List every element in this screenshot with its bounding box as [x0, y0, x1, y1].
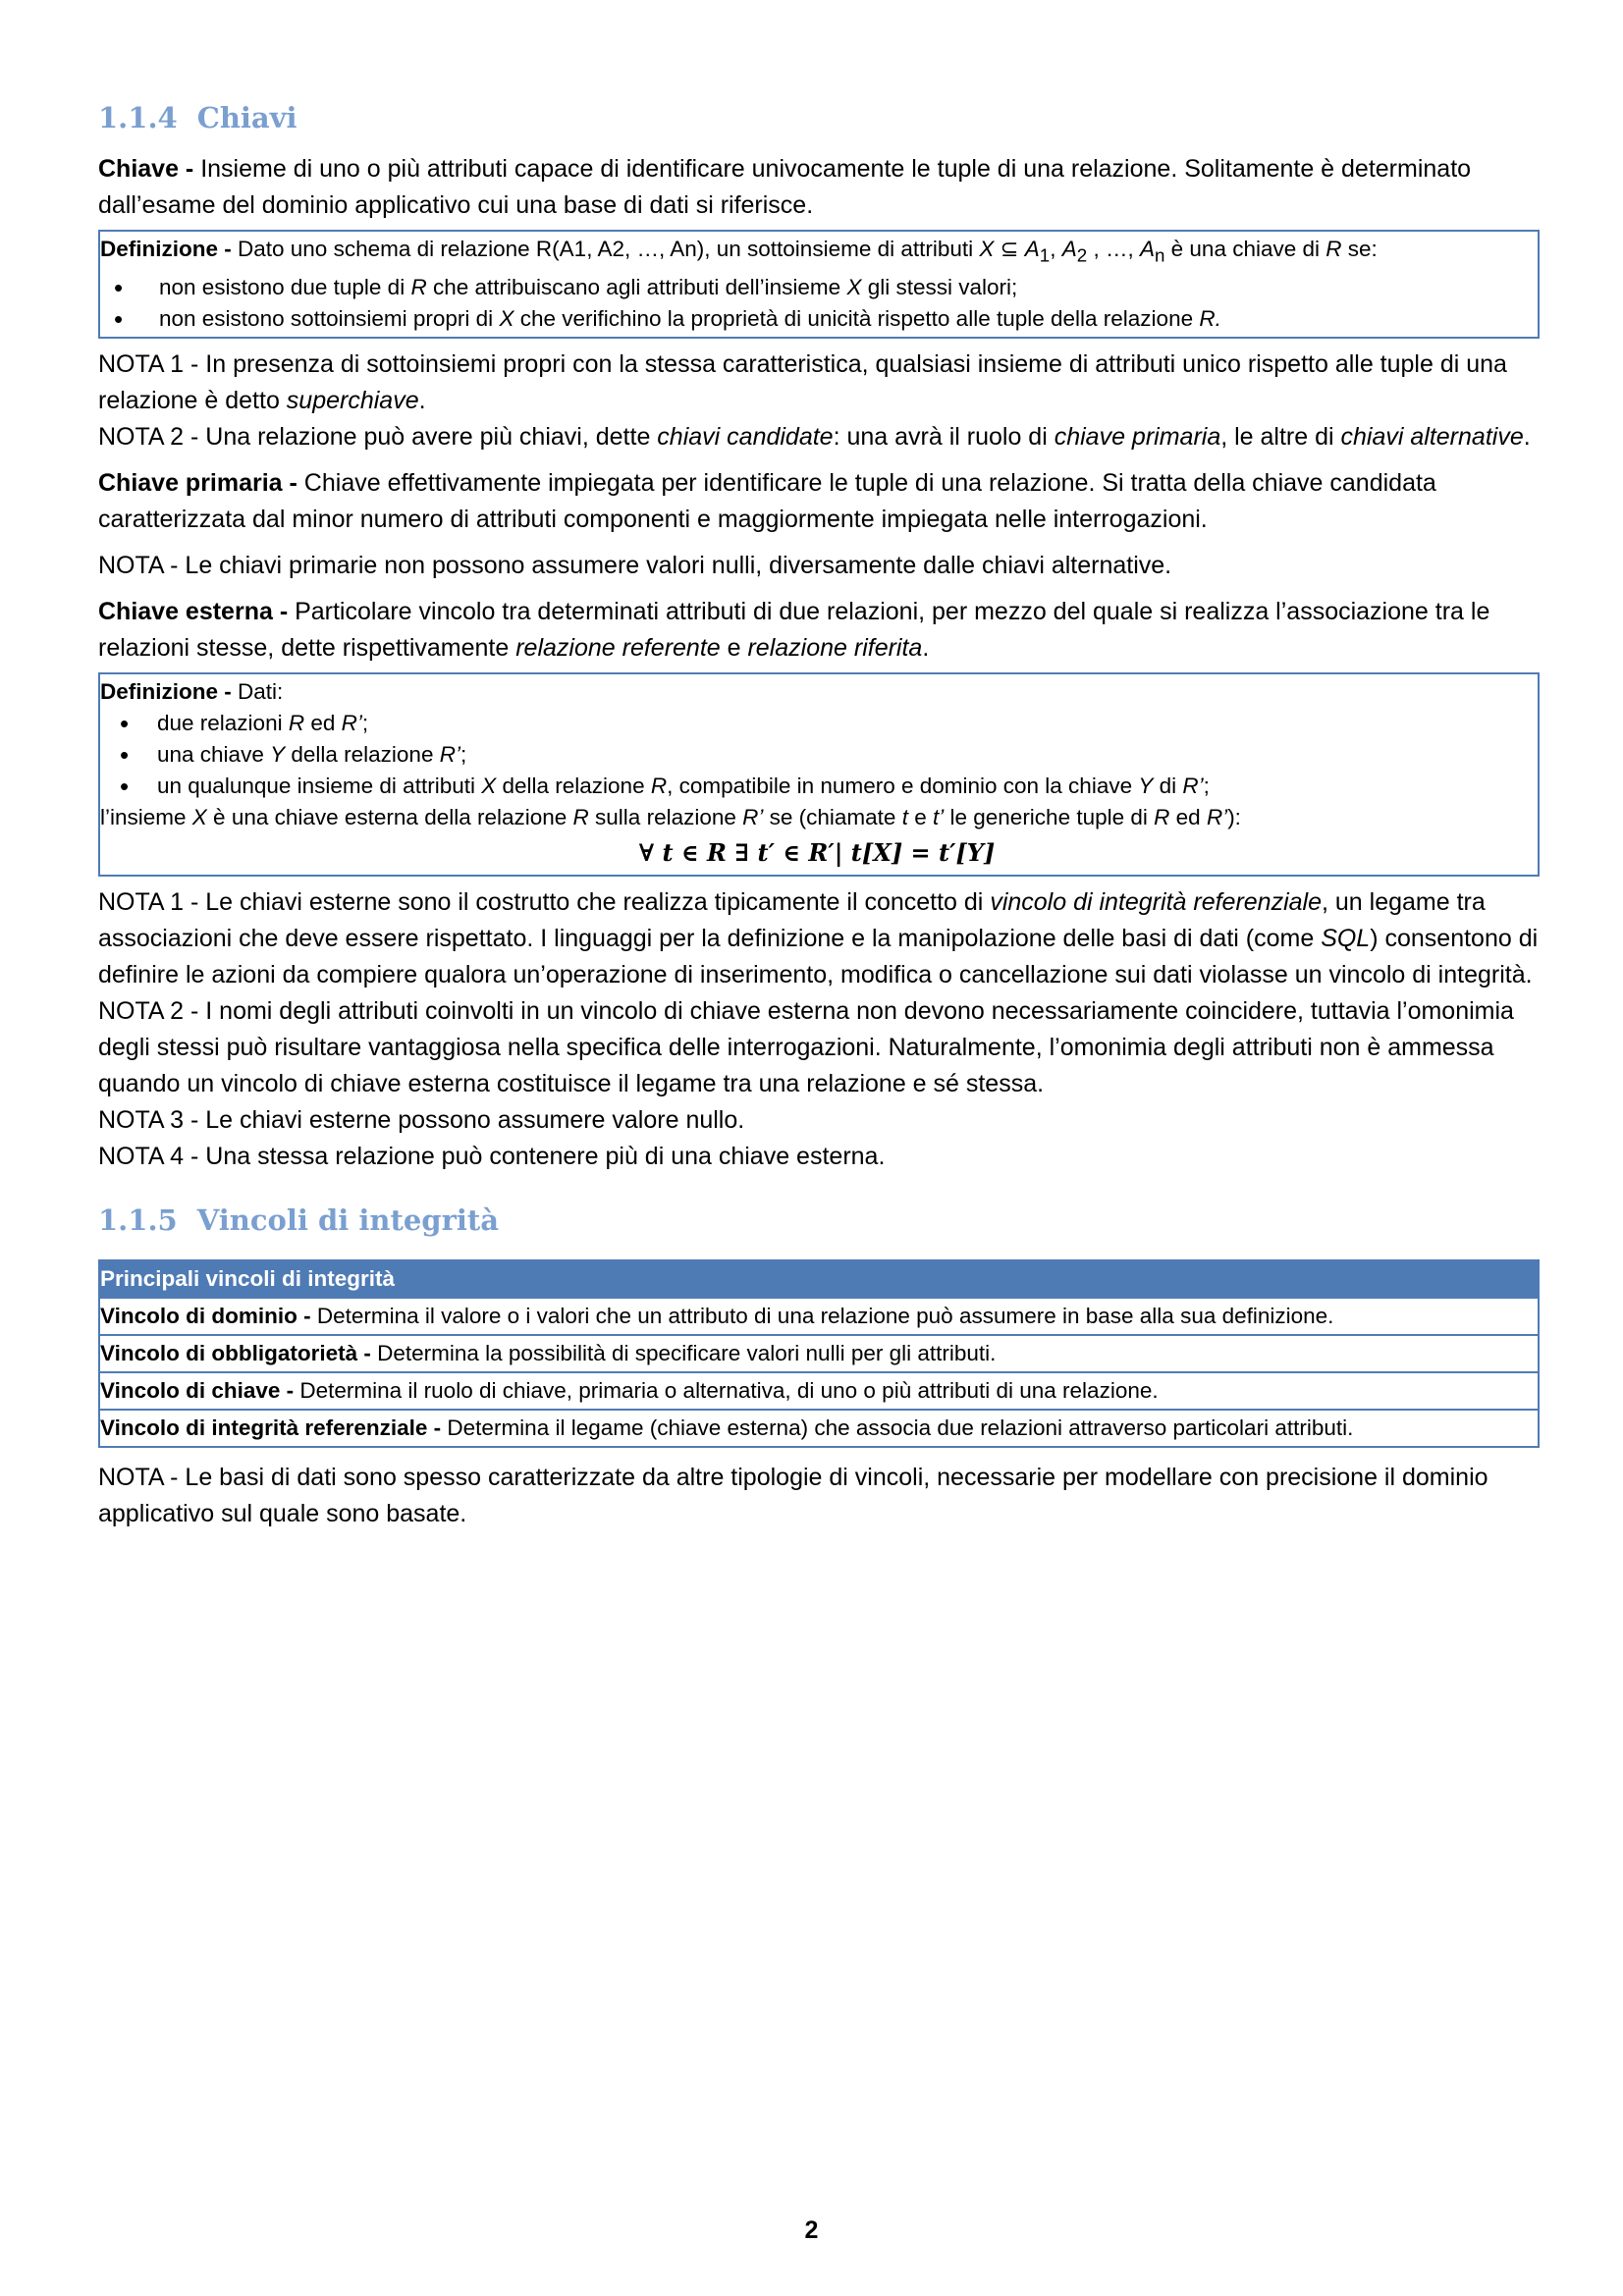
table-row: Vincolo di integrità referenziale - Determina il legame (chiave esterna) che associa due relazioni attraverso particolari attributi.: [99, 1410, 1539, 1447]
paragraph-chiave-primaria: Chiave primaria - Chiave effettivamente impiegata per identificare le tuple di una relazione. Si tratta della chiave candidata caratterizzata dal minor numero di attributi componenti e maggiormente impiegata nelle interrogazioni.: [98, 468, 1436, 533]
table-row: Vincolo di dominio - Determina il valore o i valori che un attributo di una relazione può assumere in base alla sua definizione.: [99, 1298, 1539, 1335]
definition-box-chiave-esterna: Definizione - Dati: • due relazioni R ed R’; • una chiave Y della relazione R’; • un qualunque insieme di attributi X della relazione R, compatibile in numero e dominio con la chiave Y di R’; l’insieme X è una chiave esterna della relazione R sulla relazione R’ se (chiamate t e t’ le generiche tuple di R ed R’): ∀ t ∈ R ∃ t′ ∈ R′| t[X] = t′[Y]: [98, 672, 1540, 877]
formula-foreign-key: ∀ t ∈ R ∃ t′ ∈ R′| t[X] = t′[Y]: [638, 837, 996, 867]
document-page: [98, 98, 1540, 1532]
nota-valore-nullo: NOTA 3 - Le chiavi esterne possono assumere valore nullo.: [98, 1105, 745, 1134]
nota-integrita-referenziale: NOTA 1 - Le chiavi esterne sono il costrutto che realizza tipicamente il concetto di vincolo di integrità referenziale, un legame tra associazioni che deve essere rispettato. I linguaggi per la definizione e la manipolazione delle basi di dati (come SQL) consentono di definire le azioni da compiere qualora un’operazione di inserimento, modifica o cancellazione sui dati violasse un vincolo di integrità.: [98, 887, 1539, 988]
section-heading-chiavi: 1.1.4 Chiavi: [98, 101, 298, 134]
list-item: • una chiave Y della relazione R’;: [100, 739, 1534, 771]
definition-box-chiave: Definizione - Dato uno schema di relazione R(A1, A2, …, An), un sottoinsieme di attributi X ⊆ $A_1$, $A_2$ , …, $A_n$ è una chiave di R se: • non esistono due tuple di R che attribuiscano agli attributi dell’insieme X gli stessi valori; • non esistono sottoinsiemi propri di X che verifichino la proprietà di unicità rispetto alle tuple della relazione R.: [98, 230, 1540, 339]
paragraph-chiave-esterna: Chiave esterna - Particolare vincolo tra determinati attributi di due relazioni, per mezzo del quale si realizza l’associazione tra le relazioni stesse, dette rispettivamente relazione referente e relazione riferita.: [98, 597, 1490, 662]
definition-list-chiave-esterna: [100, 708, 1534, 802]
paragraph-chiave: Chiave - Insieme di uno o più attributi capace di identificare univocamente le tuple di una relazione. Solitamente è determinato dall’esame del dominio applicativo cui una base di dati si riferisce.: [98, 155, 1472, 219]
page-number: 2: [804, 2216, 819, 2244]
nota-omonimia: NOTA 2 - I nomi degli attributi coinvolti in un vincolo di chiave esterna non devono necessariamente coincidere, tuttavia l’omonimia degli stessi può risultare vantaggiosa nella specifica delle interrogazioni. Naturalmente, l’omonimia degli attributi non è ammessa quando un vincolo di chiave esterna costituisce il legame tra una relazione e sé stessa.: [98, 996, 1514, 1097]
nota-chiavi-candidate: NOTA 2 - Una relazione può avere più chiavi, dette chiavi candidate: una avrà il ruolo di chiave primaria, le altre di chiavi alternative.: [98, 422, 1531, 451]
table-row: Vincolo di chiave - Determina il ruolo di chiave, primaria o alternativa, di uno o più attributi di una relazione.: [99, 1372, 1539, 1410]
definition-list-chiave: [100, 272, 1534, 335]
table-header: Principali vincoli di integrità: [99, 1260, 1539, 1298]
list-item: • non esistono sottoinsiemi propri di X che verifichino la proprietà di unicità rispetto alle tuple della relazione R.: [100, 303, 1534, 335]
vincoli-table: [98, 1259, 1540, 1448]
nota-altri-vincoli: NOTA - Le basi di dati sono spesso caratterizzate da altre tipologie di vincoli, necessarie per modellare con precisione il dominio applicativo sul quale sono basate.: [98, 1463, 1488, 1527]
table-row: Vincolo di obbligatorietà - Determina la possibilità di specificare valori nulli per gli attributi.: [99, 1335, 1539, 1372]
list-item: • non esistono due tuple di R che attribuiscano agli attributi dell’insieme X gli stessi valori;: [100, 272, 1534, 303]
nota-superchiave: NOTA 1 - In presenza di sottoinsiemi propri con la stessa caratteristica, qualsiasi insieme di attributi unico rispetto alle tuple di una relazione è detto superchiave.: [98, 349, 1507, 414]
nota-chiavi-primarie: NOTA - Le chiavi primarie non possono assumere valori nulli, diversamente dalle chiavi alternative.: [98, 551, 1172, 579]
list-item: • un qualunque insieme di attributi X della relazione R, compatibile in numero e dominio con la chiave Y di R’;: [100, 771, 1534, 802]
section-heading-vincoli: 1.1.5 Vincoli di integrità: [98, 1202, 500, 1237]
nota-piu-chiavi-esterne: NOTA 4 - Una stessa relazione può contenere più di una chiave esterna.: [98, 1142, 886, 1170]
list-item: • due relazioni R ed R’;: [100, 708, 1534, 739]
definition-conclusion: l’insieme X è una chiave esterna della relazione R sulla relazione R’ se (chiamate t e t’ le generiche tuple di R ed R’):: [100, 804, 1241, 829]
